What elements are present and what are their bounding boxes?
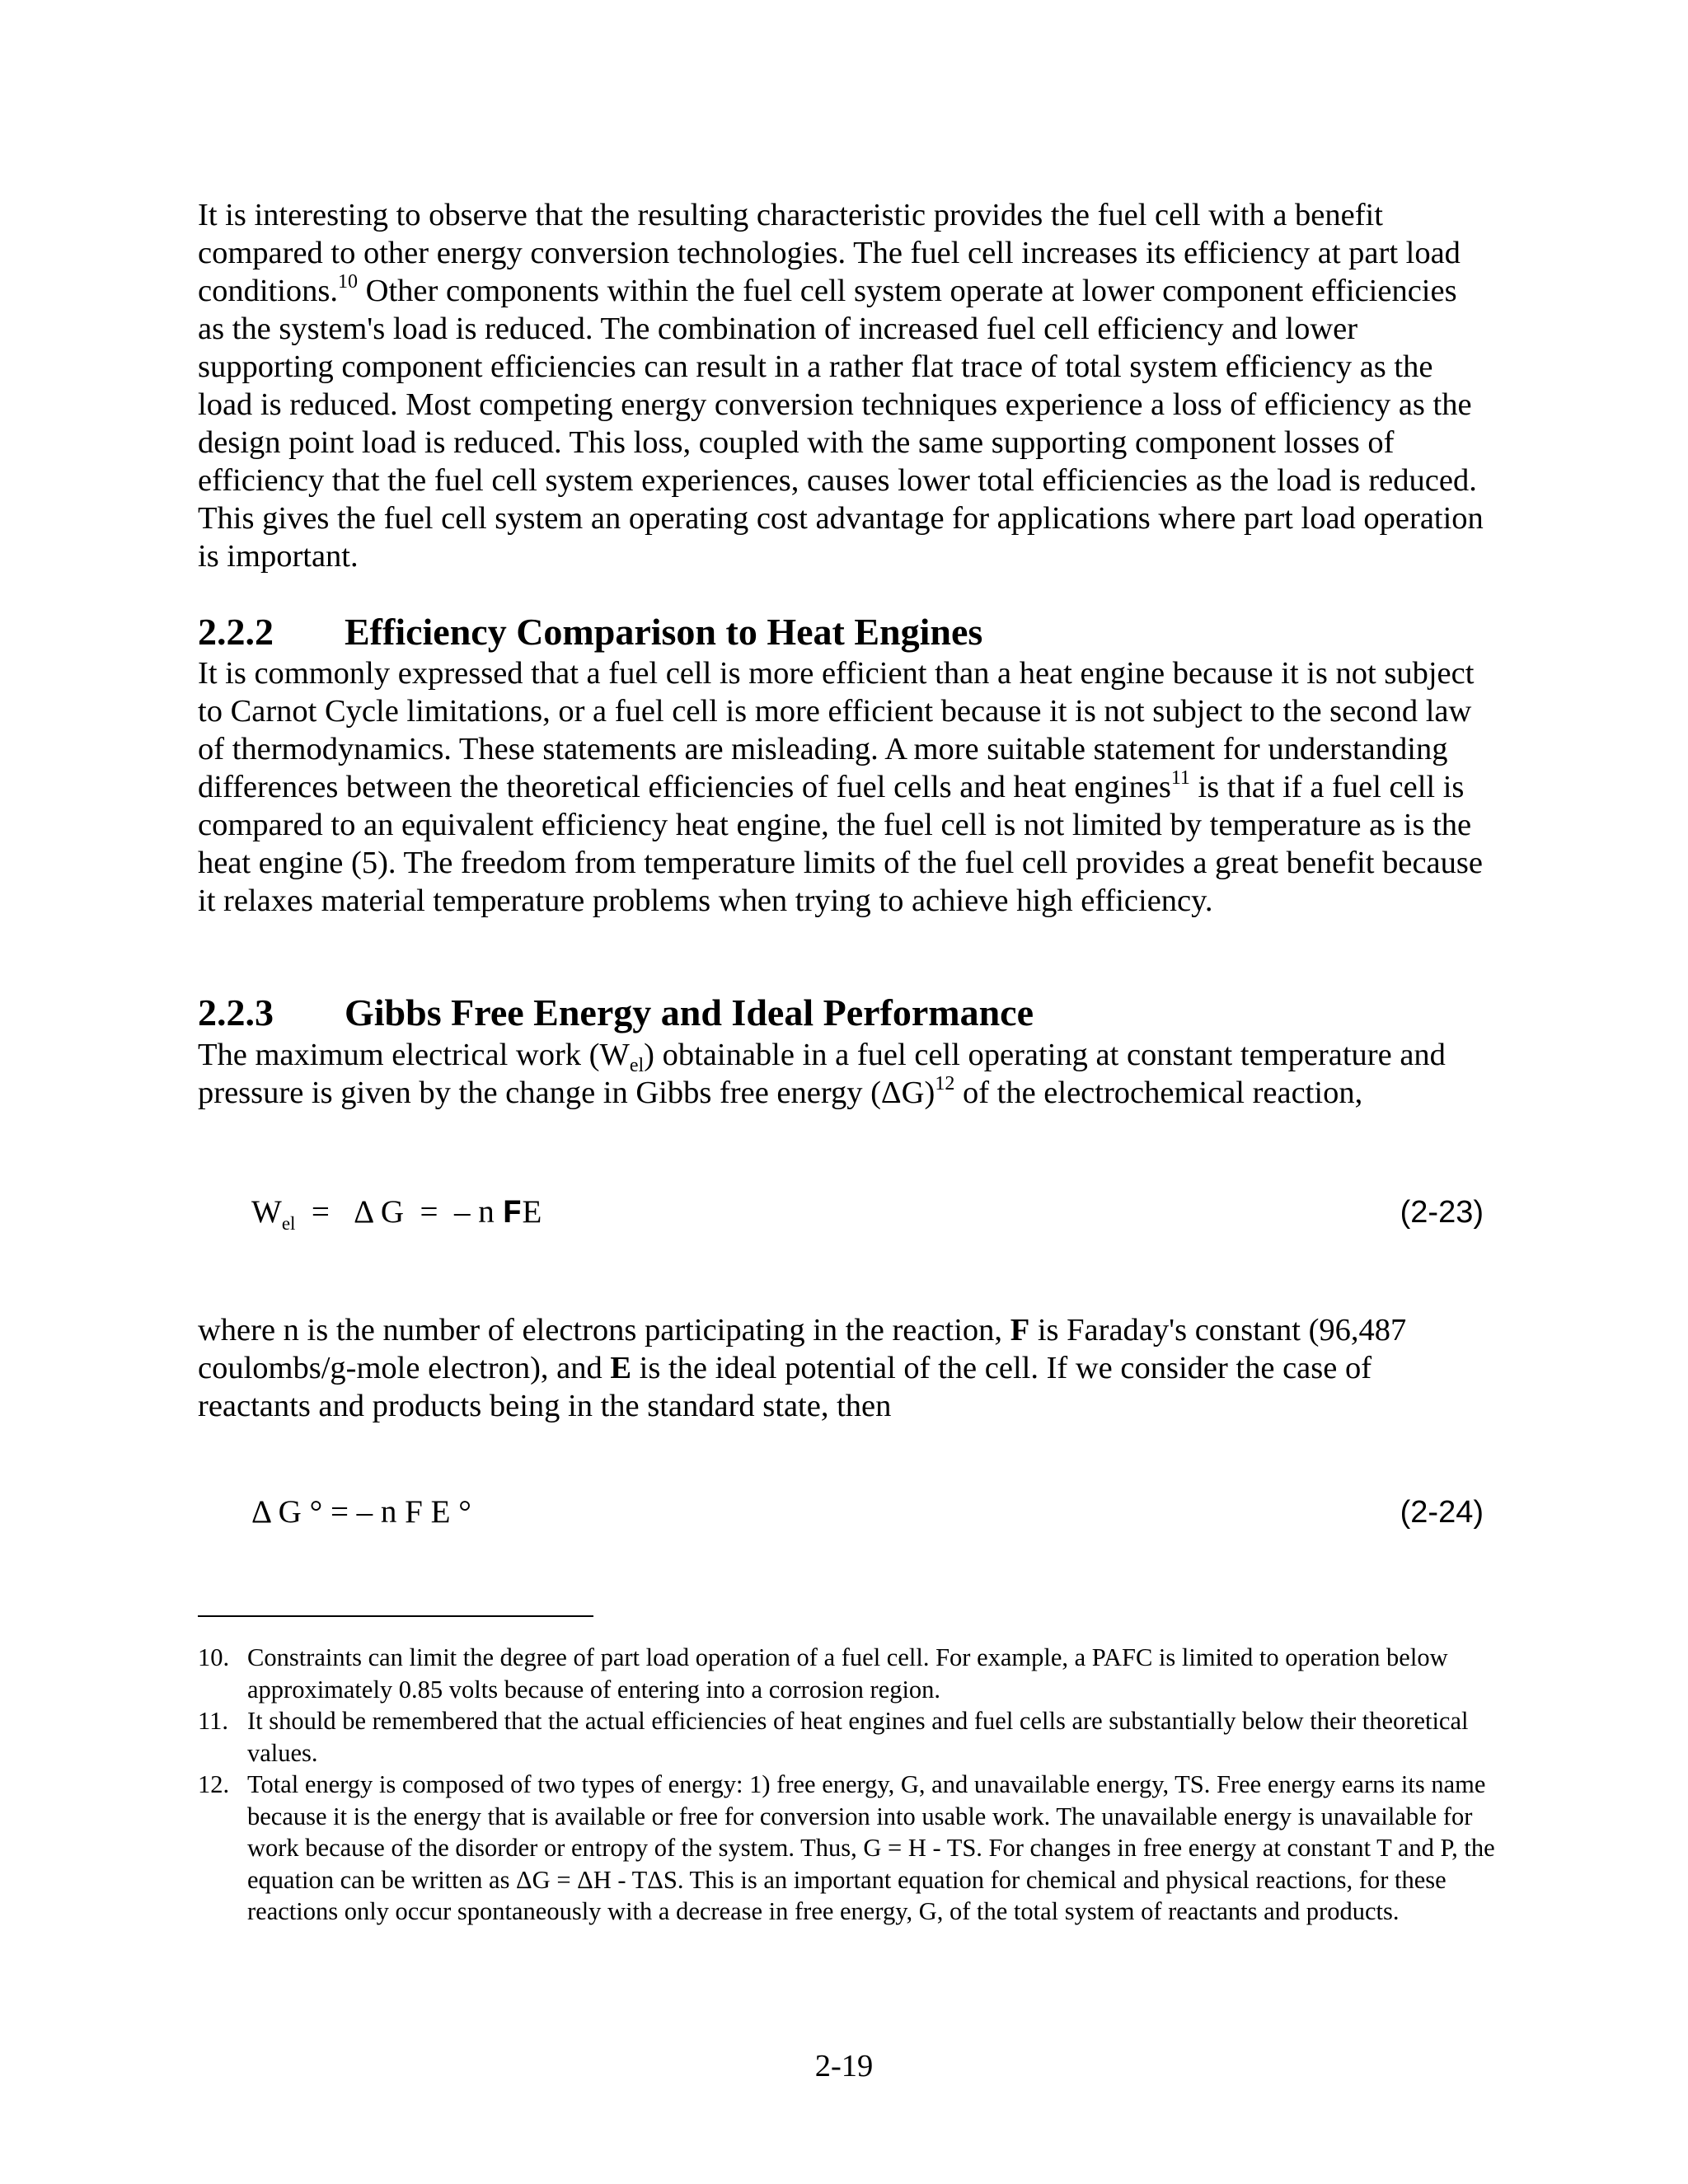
section-title: Efficiency Comparison to Heat Engines bbox=[345, 611, 983, 653]
equation-number-2-23: (2-23) bbox=[1400, 1195, 1484, 1230]
paragraph-text: where n is the number of electrons participating in the reaction, bbox=[198, 1313, 1010, 1347]
footnote-ref-11[interactable]: 11 bbox=[1170, 767, 1190, 789]
paragraph-text: Other components within the fuel cell system operate at lower component efficiencies as the system's load is reduced. The combination of increased fuel cell efficiency and lower supporting component efficiencies can result in a rather flat trace of total system efficiency as the load is reduced. Most competing energy conversion techniques experience a loss of efficiency as the design point load is reduced. This loss, coupled with the same supporting component losses of efficiency that the fuel cell system experiences, causes lower total efficiencies as the load is reduced. This gives the fuel cell system an operating cost advantage for applications where part load operation is important. bbox=[198, 274, 1484, 574]
footnote-label: 11. bbox=[198, 1707, 228, 1735]
equation-2-24: Δ G ° = – n F E ° bbox=[251, 1494, 471, 1530]
section-number: 2.2.2 bbox=[198, 611, 274, 653]
paragraph-text: is Faraday's constant (96,487 coulombs/g-mole electron), and bbox=[198, 1313, 1407, 1385]
equation-number-2-24: (2-24) bbox=[1400, 1495, 1484, 1530]
paragraph-text: of the electrochemical reaction, bbox=[954, 1076, 1363, 1110]
footnote-ref-12[interactable]: 12 bbox=[935, 1073, 955, 1094]
section-title: Gibbs Free Energy and Ideal Performance bbox=[345, 991, 1034, 1033]
footnote-label: 12. bbox=[198, 1770, 230, 1798]
bold-symbol-e: E bbox=[610, 1351, 632, 1385]
bold-symbol-f: F bbox=[1010, 1313, 1030, 1347]
paragraph-text: ) obtainable in a fuel cell operating at constant temperature and pressure is given by the change in Gibbs free energy (ΔG) bbox=[198, 1038, 1446, 1110]
equation-symbol-e: E bbox=[522, 1194, 542, 1230]
subscript-el: el bbox=[629, 1055, 645, 1076]
paragraph-text: It is interesting to observe that the resulting characteristic provides the fuel cell with a benefit compared to other energy conversion technologies. The fuel cell increases its efficiency at part load conditions. bbox=[198, 198, 1461, 308]
equation-middle: = Δ G = – n bbox=[295, 1194, 503, 1230]
paragraph-heat-engines bbox=[198, 654, 1484, 920]
paragraph-gibbs-intro bbox=[198, 1036, 1484, 1112]
page-number: 2-19 bbox=[814, 2049, 874, 2083]
equation-symbol-w: W bbox=[251, 1194, 282, 1230]
footnote-12 bbox=[198, 1769, 1500, 1928]
paragraph-text: is that if a fuel cell is compared to an equivalent efficiency heat engine, the fuel cell is not limited by temperature as is the heat engine (5). The freedom from temperature limits of the fuel cell provides a great benefit because it relaxes material temperature problems when trying to achieve high efficiency. bbox=[198, 770, 1483, 918]
section-number: 2.2.3 bbox=[198, 991, 274, 1033]
footnote-ref-10[interactable]: 10 bbox=[338, 271, 359, 293]
equation-symbol-faraday: F bbox=[502, 1196, 523, 1233]
paragraph-text: It is commonly expressed that a fuel cell is more efficient than a heat engine because it is not subject to Carnot Cycle limitations, or a fuel cell is more efficient because it is not subject to the second law of thermodynamics. These statements are misleading. A more suitable statement for understanding differences between the theoretical efficiencies of fuel cells and heat engines bbox=[198, 656, 1475, 804]
paragraph-where bbox=[198, 1311, 1484, 1425]
footnote-10 bbox=[198, 1642, 1500, 1705]
section-heading-2-2-3 bbox=[198, 991, 1034, 1034]
equation-subscript-el: el bbox=[281, 1213, 296, 1234]
section-heading-2-2-2 bbox=[198, 611, 982, 654]
footnote-text: It should be remembered that the actual efficiencies of heat engines and fuel cells are substantially below their theoretical values. bbox=[247, 1707, 1469, 1767]
paragraph-part-load bbox=[198, 196, 1484, 575]
paragraph-text: The maximum electrical work (W bbox=[198, 1038, 630, 1072]
footnote-label: 10. bbox=[198, 1643, 230, 1671]
footnote-text: Constraints can limit the degree of part load operation of a fuel cell. For example, a PAFC is limited to operation below approximately 0.85 volts because of entering into a corrosion region. bbox=[247, 1643, 1448, 1704]
equation-2-23 bbox=[251, 1193, 542, 1233]
footnote-text: Total energy is composed of two types of energy: 1) free energy, G, and unavailable energy, TS. Free energy earns its name because it is the energy that is available or free for conversion into usable work. The unavailable energy is unavailable for work because of the disorder or entropy of the system. Thus, G = H - TS. For changes in free energy at constant T and P, the equation can be written as ΔG = ΔH - TΔS. This is an important equation for chemical and physical reactions, for these reactions only occur spontaneously with a decrease in free energy, G, of the total system of reactants and products. bbox=[247, 1770, 1495, 1925]
footnote-separator bbox=[198, 1615, 593, 1617]
paragraph-text: is the ideal potential of the cell. If we consider the case of reactants and products being in the standard state, then bbox=[198, 1351, 1372, 1423]
footnote-11 bbox=[198, 1705, 1500, 1769]
